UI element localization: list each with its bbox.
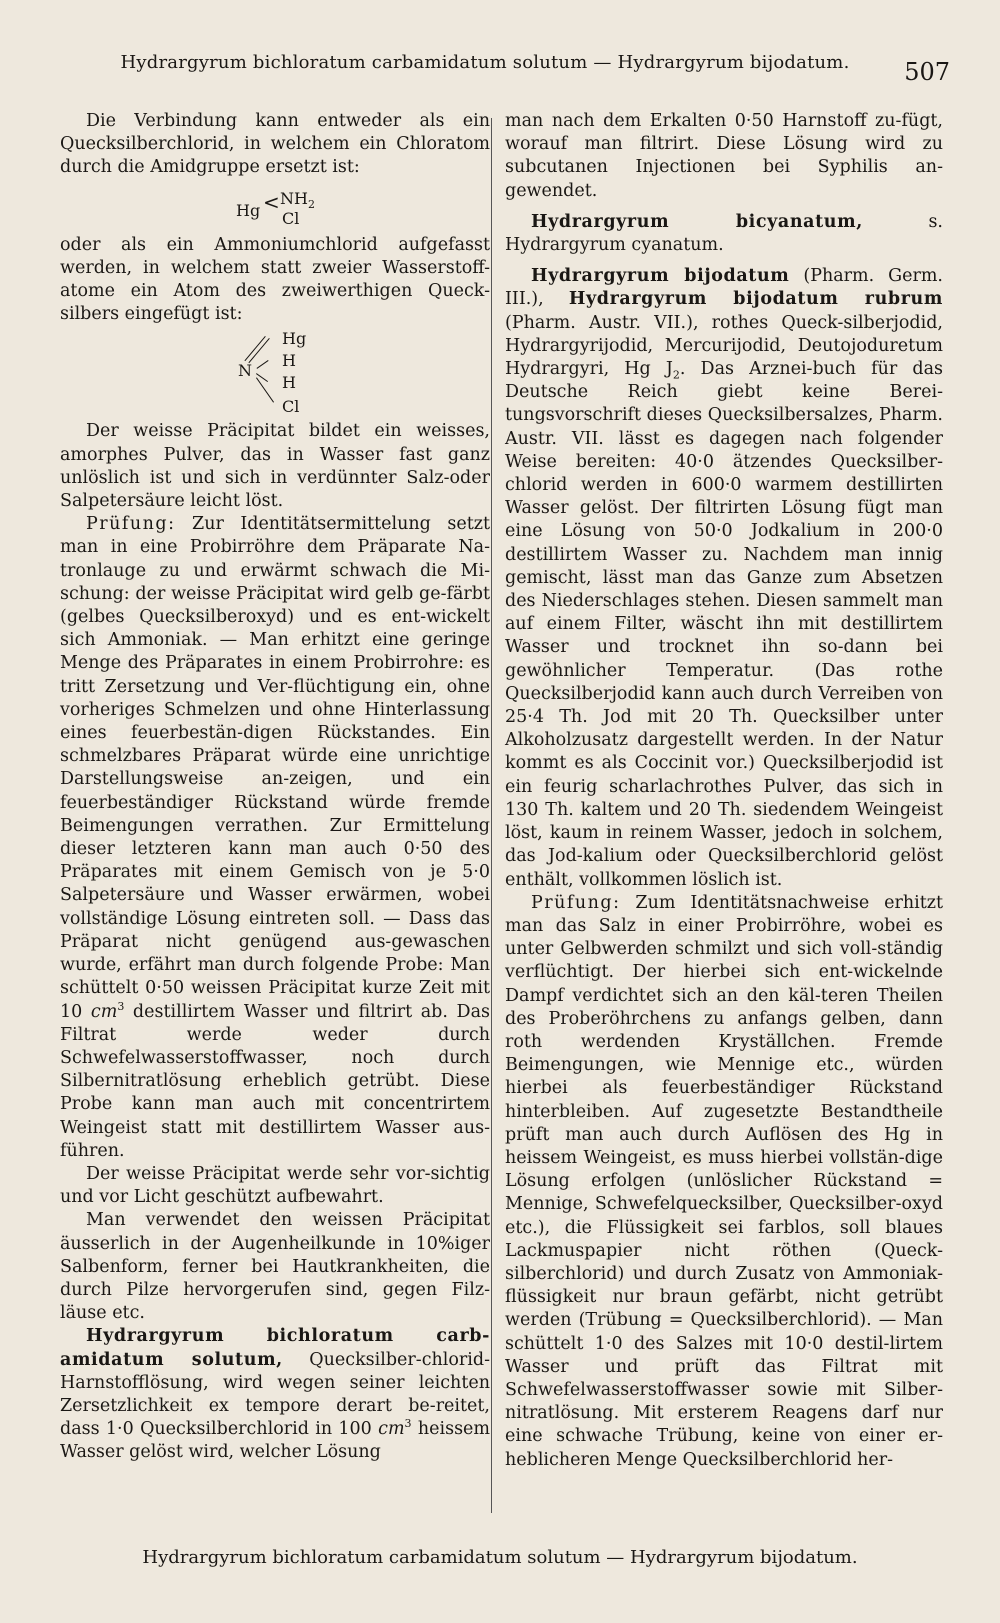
formula-nh: NH xyxy=(280,188,308,208)
formula-symbol-cl: Cl xyxy=(282,397,300,417)
formula-symbol-n: N xyxy=(238,361,252,381)
paragraph-text: s. Hydrargyrum cyanatum. xyxy=(505,211,943,256)
formula-mercuric-amidochloride xyxy=(60,180,490,234)
column-divider xyxy=(491,118,492,1513)
paragraph: man nach dem Erkalten 0·50 Harnstoff zu-fügt, worauf man filtrirt. Diese Lösung wird zu subcutanen Injectionen bei Syphilis an-gewendet. xyxy=(505,111,943,201)
formula-symbol-h: H xyxy=(282,373,296,393)
unit-cm: cm xyxy=(90,1001,118,1022)
formula-bracket: < xyxy=(263,189,280,214)
entry-heading: Hydrargyrum bijodatum xyxy=(531,266,790,287)
footer-title: Hydrargyrum bichloratum carbamidatum solutum — Hydrargyrum bijodatum. xyxy=(142,1547,858,1568)
formula-group-nh2 xyxy=(280,188,315,211)
formula-subscript: 2 xyxy=(672,368,680,382)
paragraph-test-section xyxy=(505,892,943,1472)
paragraph-text: heissem Wasser gelöst wird, welcher Lösung xyxy=(60,1419,491,1463)
entry-heading: Hydrargyrum bijodatum rubrum xyxy=(568,289,943,310)
paragraph-text: Zum Identitätsnachweise erhitzt man das Salz in einer Probirröhre, wobei es unter Gelbwerden schmilzt und sich voll-ständig verflüchtigt. Der hierbei sich ent-wickelnde Dampf verdichtet sich an den käl-teren Theilen des Proberöhrchens zu anfangs gelben, dann roth werdenden Kryställchen. Fremde Beimengungen, wie Mennige etc., würden hierbei als feuerbeständiger Rückstand hinterbleiben. Auf zugesetzte Bestandtheile prüft man auch durch Auflösen des Hg in heissem Weingeist, es muss hierbei vollstän-dige Lösung erfolgen (unlöslicher Rückstand = Mennige, Schwefelquecksilber, Quecksilber-oxyd etc.), die Flüssigkeit sei farblos, soll blaues Lackmuspapier nicht röthen (Queck-silberchlorid) und durch Zusatz von Ammoniak-flüssigkeit nur braun gefärbt, nicht getrübt werden (Trübung = Quecksilberchlorid). — Man schüttelt 1·0 des Salzes mit 10·0 destil-lirtem Wasser und prüft das Filtrat mit Schwefelwasserstoffwasser sowie mit Silber-nitratlösung. Mit ersterem Reagens darf nur eine schwache Trübung, keine von einer er-heblicheren Menge Quecksilberchlorid her- xyxy=(505,892,943,1470)
entry-heading: Hydrargyrum bicyanatum, xyxy=(531,211,863,232)
unit-cm: cm xyxy=(378,1419,405,1440)
paragraph-text: . Das Arznei-buch für das Deutsche Reich giebt keine Berei-tungsvorschrift dieses Quecksilbersalzes, Pharm. Austr. VII. lässt es dagegen nach folgender Weise bereiten: 40·0 ätzendes Quecksilber-chlorid werden in 600·0 warmem destillirten Wasser gelöst. Der filtrirten Lösung fügt man eine Lösung von 50·0 Jodkalium in 200·0 destillirtem Wasser zu. Nachdem man innig gemischt, lässt man das Ganze zum Absetzen des Niederschlages stehen. Diesen sammelt man auf einem Filter, wäscht ihn mit destillirtem Wasser und trocknet ihn so-dann bei gewöhnlicher Temperatur. (Das rothe Quecksilberjodid kann auch durch Verreiben von 25·4 Th. Jod mit 20 Th. Quecksilber unter Alkoholzusatz dargestellt werden. In der Natur kommt es als Coccinit vor.) Quecksilberjodid ist ein feurig scharlachrothes Pulver, das sich in 130 Th. kaltem und 20 Th. siedendem Weingeist löst, kaum in reinem Wasser, jedoch in solchem, das Jod-kalium oder Quecksilberchlorid gelöst enthält, vollkommen löslich ist. xyxy=(505,359,943,890)
paragraph-text: (Pharm. Austr. VII.), rothes Queck-silberjodid, Hydrargyrijodid, Mercurijodid, Deutojoduretum Hydrargyri, Hg J xyxy=(505,312,943,380)
entry-paragraph xyxy=(505,211,943,257)
formula-ammonium-structure xyxy=(60,326,490,420)
formula-symbol-hg: Hg xyxy=(236,200,261,220)
paragraph-text: destillirtem Wasser und filtrirt ab. Das Filtrat werde weder durch Schwefelwasserstoffwasser, noch durch Silbernitratlösung erheblich getrübt. Diese Probe kann man auch mit concentrirtem Weingeist statt mit destillirtem Wasser aus-führen. xyxy=(60,1001,490,1161)
formula-bond xyxy=(256,378,274,403)
entry-heading: Hydrargyrum bichloratum carb-amidatum solutum, xyxy=(60,1326,490,1370)
paragraph: Man verwendet den weissen Präcipitat äusserlich in der Augenheilkunde in 10%iger Salbenform, ferner bei Hautkrankheiten, die durch Pilze hervorgerufen sind, gegen Filz-läuse etc. xyxy=(60,1210,490,1324)
section-label: Prüfung: xyxy=(86,514,176,535)
right-column xyxy=(505,110,943,1472)
entry-paragraph xyxy=(60,1325,490,1464)
running-title: Hydrargyrum bichloratum carbamidatum solutum — Hydrargyrum bijodatum. xyxy=(120,52,850,73)
formula-symbol-h: H xyxy=(282,351,296,371)
unit-exponent: 3 xyxy=(404,1417,412,1431)
formula-symbol-cl: Cl xyxy=(282,208,300,228)
left-column xyxy=(60,110,490,1465)
paragraph: Der weisse Präcipitat bildet ein weisses, amorphes Pulver, das in Wasser fast ganz unlöslich ist und sich in verdünnter Salz-oder Salpetersäure leicht löst. xyxy=(60,421,490,512)
paragraph-text: Zur Identitätsermittelung setzt man in eine Probirröhre dem Präparate Na-tronlauge zu und erwärmt schwach die Mi-schung: der weisse Präcipitat wird gelb ge-färbt (gelbes Quecksilberoxyd) und es ent-wickelt sich Ammoniak. — Man erhitzt eine geringe Menge des Präparates in einem Probirrohre: es tritt Zersetzung und Ver-flüchtigung ein, ohne vorheriges Schmelzen und ohne Hinterlassung eines feuerbestän-digen Rückstandes. Ein schmelzbares Präparat würde eine unrichtige Darstellungsweise an-zeigen, und ein feuerbeständiger Rückstand würde fremde Beimengungen verrathen. Zur Ermittelung dieser letzteren kann man auch 0·50 des Präparates mit einem Gemisch von je 5·0 Salpetersäure und Wasser erwärmen, wobei vollständige Lösung eintreten soll. — Dass das Präparat nicht genügend aus-gewaschen wurde, erfährt man durch folgende Probe: Man schüttelt 0·50 weissen Präcipitat kurze Zeit mit 10 xyxy=(60,514,490,1022)
paragraph-text: (Pharm. Germ. III.), xyxy=(505,266,943,310)
entry-paragraph xyxy=(505,265,943,891)
formula-bond xyxy=(257,360,269,369)
formula-subscript: 2 xyxy=(307,197,315,211)
paragraph: oder als ein Ammoniumchlorid aufgefasst werden, in welchem statt zweier Wasserstoff-atome ein Atom des zweiwerthigen Queck-silbers eingefügt ist: xyxy=(60,234,490,325)
formula-symbol-hg: Hg xyxy=(282,329,307,349)
page-number: 507 xyxy=(904,58,950,86)
paragraph: Die Verbindung kann entweder als ein Quecksilberchlorid, in welchem ein Chloratom durch die Amidgruppe ersetzt ist: xyxy=(60,111,490,178)
section-label: Prüfung: xyxy=(531,892,621,913)
paragraph: Der weisse Präcipitat werde sehr vor-sichtig und vor Licht geschützt aufbewahrt. xyxy=(60,1163,490,1208)
paragraph-text: Quecksilber-chlorid-Harnstofflösung, wird wegen seiner leichten Zersetzlichkeit ex tempore derart be-reitet, dass 1·0 Quecksilberchlorid in 100 xyxy=(60,1349,490,1440)
formula-bond xyxy=(244,336,265,361)
unit-exponent: 3 xyxy=(117,999,125,1013)
paragraph-test-section xyxy=(60,513,490,1163)
